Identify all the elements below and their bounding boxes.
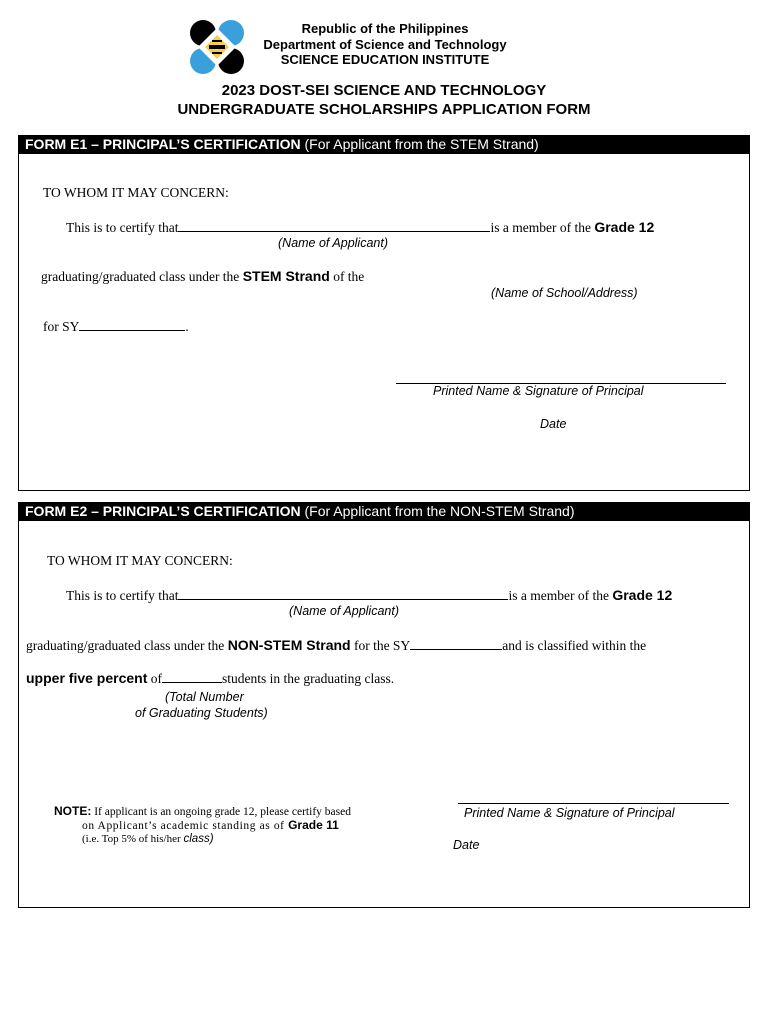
note-class: class) <box>183 833 214 845</box>
form-e2-signature-line[interactable] <box>458 803 729 804</box>
form-e2-certify-line <box>66 587 672 604</box>
form-e1-class-line <box>41 268 364 285</box>
note-line-3: (i.e. Top 5% of his/her <box>82 833 181 845</box>
of-text: of <box>150 671 162 686</box>
form-e1-heading: FORM E1 – PRINCIPAL’S CERTIFICATION <box>25 136 301 152</box>
form-e1-heading-bar <box>18 135 750 154</box>
note-label: NOTE: <box>54 804 92 818</box>
form-e1-heading-sub: (For Applicant from the STEM Strand) <box>304 136 539 152</box>
form-title-line2: UNDERGRADUATE SCHOLARSHIPS APPLICATION FORM <box>177 101 591 118</box>
form-e1-certify-line <box>66 219 654 236</box>
class-text: graduating/graduated class under the <box>41 269 240 284</box>
certify-prefix: This is to certify that <box>66 220 179 235</box>
classified-text: and is classified within the <box>502 638 647 653</box>
form-e2-salutation: TO WHOM IT MAY CONCERN: <box>47 553 233 568</box>
member-of-text: is a member of the <box>508 588 609 603</box>
form-e2-name-caption: (Name of Applicant) <box>289 604 399 618</box>
form-e2-heading-sub: (For Applicant from the NON-STEM Strand) <box>304 503 575 519</box>
dost-logo <box>188 18 246 76</box>
upper-five-percent-label: upper five percent <box>26 670 148 686</box>
of-the-text: of the <box>333 269 365 284</box>
form-e1-name-caption: (Name of Applicant) <box>278 236 388 250</box>
form-e2-signature-caption: Printed Name & Signature of Principal <box>464 806 675 820</box>
form-e2-class-line <box>26 637 646 654</box>
form-e1-sy-line <box>43 318 189 335</box>
department-label: Department of Science and Technology <box>263 37 507 52</box>
form-title-line1: 2023 DOST-SEI SCIENCE AND TECHNOLOGY <box>221 82 547 99</box>
form-e2-upper-line <box>26 670 394 687</box>
certify-prefix: This is to certify that <box>66 588 179 603</box>
form-e2-box <box>18 521 750 908</box>
republic-label: Republic of the Philippines <box>301 21 469 36</box>
dost-logo-icon <box>188 18 246 76</box>
sy-prefix: for SY <box>43 319 80 334</box>
school-year-field[interactable] <box>79 318 185 331</box>
form-e2-heading-bar <box>18 502 750 521</box>
strand-label: STEM Strand <box>242 268 330 284</box>
applicant-name-field[interactable] <box>178 587 508 600</box>
note-line-2: on Applicant’s academic standing as of <box>82 820 285 832</box>
class-text: graduating/graduated class under the <box>26 638 225 653</box>
member-of-text: is a member of the <box>490 220 591 235</box>
for-sy-text: for the SY <box>353 638 411 653</box>
form-e1-school-caption: (Name of School/Address) <box>491 286 638 300</box>
total-students-field[interactable] <box>162 670 222 683</box>
form-e1-salutation: TO WHOM IT MAY CONCERN: <box>43 185 229 200</box>
sy-suffix: . <box>185 319 189 334</box>
form-e2-note <box>54 805 389 846</box>
form-e2-total-caption-1: (Total Number <box>165 690 244 704</box>
grade-label: Grade 12 <box>594 219 655 235</box>
form-e1-date-caption: Date <box>540 417 567 431</box>
school-year-field[interactable] <box>410 637 502 650</box>
applicant-name-field[interactable] <box>178 219 490 232</box>
form-e2-date-caption: Date <box>453 838 480 852</box>
form-e2-total-caption-2: of Graduating Students) <box>135 706 268 720</box>
institute-label: SCIENCE EDUCATION INSTITUTE <box>280 52 490 67</box>
form-e1-signature-caption: Printed Name & Signature of Principal <box>433 384 644 398</box>
form-e2-heading: FORM E2 – PRINCIPAL’S CERTIFICATION <box>25 503 301 519</box>
note-grade: Grade 11 <box>288 818 339 832</box>
students-text: students in the graduating class. <box>222 671 395 686</box>
grade-label: Grade 12 <box>612 587 673 603</box>
strand-label: NON-STEM Strand <box>227 637 351 653</box>
note-line-1: If applicant is an ongoing grade 12, please certify based <box>94 806 351 818</box>
